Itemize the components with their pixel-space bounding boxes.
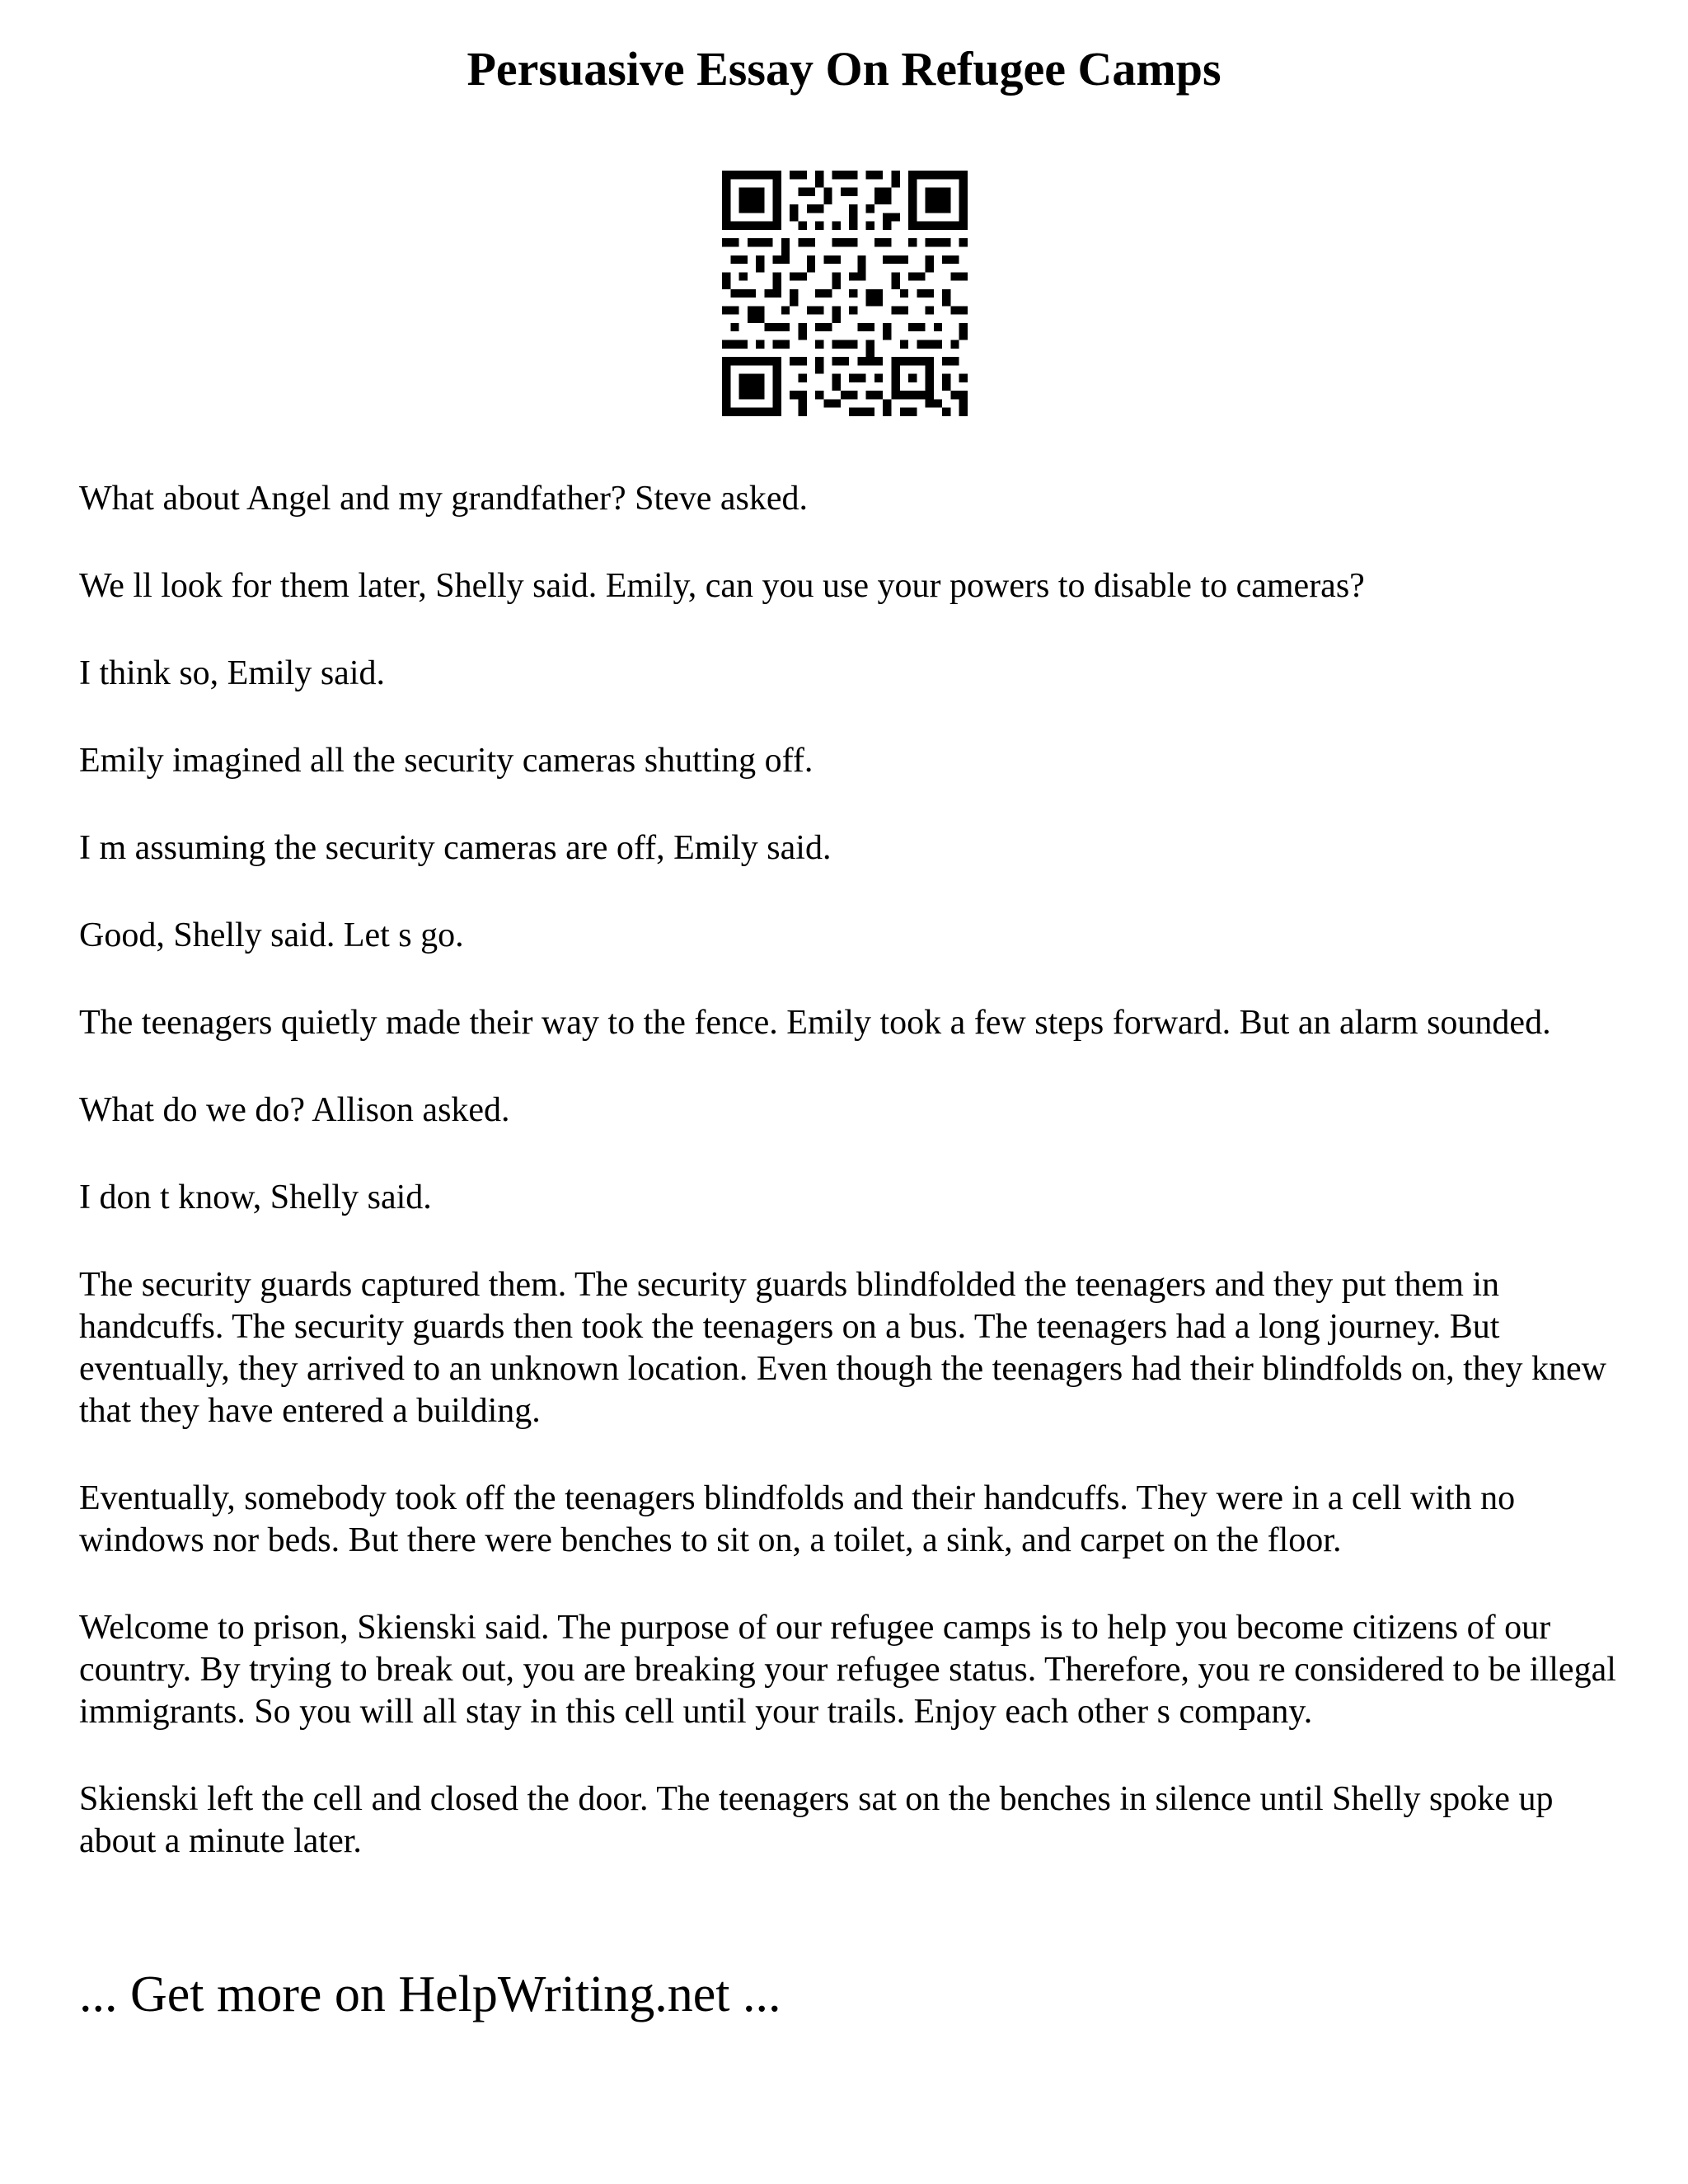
paragraph: What do we do? Allison asked. <box>79 1091 510 1129</box>
document-title: Persuasive Essay On Refugee Camps <box>467 42 1221 96</box>
paragraph: I don t know, Shelly said. <box>79 1179 432 1216</box>
paragraph: The teenagers quietly made their way to the fence. Emily took a few steps forward. But an alarm sounded. <box>79 1004 1551 1042</box>
essay-body <box>79 478 1620 1908</box>
paragraph: Eventually, somebody took off the teenagers blindfolds and their handcuffs. They were in a cell with no windows nor beds. But there were benches to sit on, a toilet, a sink, and carpet on the floor. <box>79 1479 1516 1559</box>
paragraph: Emily imagined all the security cameras shutting off. <box>79 742 814 780</box>
paragraph: We ll look for them later, Shelly said. Emily, can you use your powers to disable to cameras? <box>79 567 1365 605</box>
paragraph: Welcome to prison, Skienski said. The purpose of our refugee camps is to help you become citizens of our country. By trying to break out, you are breaking your refugee status. Therefore, you re considered to be illegal immigrants. So you will all stay in this cell until your trails. Enjoy each other s company. <box>79 1609 1616 1731</box>
paragraph: I m assuming the security cameras are off, Emily said. <box>79 829 832 867</box>
paragraph: I think so, Emily said. <box>79 654 385 692</box>
paragraph: Skienski left the cell and closed the door. The teenagers sat on the benches in silence until Shelly spoke up about a minute later. <box>79 1780 1554 1860</box>
paragraph: The security guards captured them. The security guards blindfolded the teenagers and they put them in handcuffs. The security guards then took the teenagers on a bus. The teenagers had a long journey. But eventually, they arrived to an unknown location. Even though the teenagers had their blindfolds on, they knew that they have entered a building. <box>79 1266 1606 1430</box>
qr-code-icon[interactable] <box>722 171 968 416</box>
paragraph: What about Angel and my grandfather? Steve asked. <box>79 480 809 518</box>
paragraph: Good, Shelly said. Let s go. <box>79 916 464 954</box>
get-more-link[interactable]: ... Get more on HelpWriting.net ... <box>79 1966 781 2022</box>
